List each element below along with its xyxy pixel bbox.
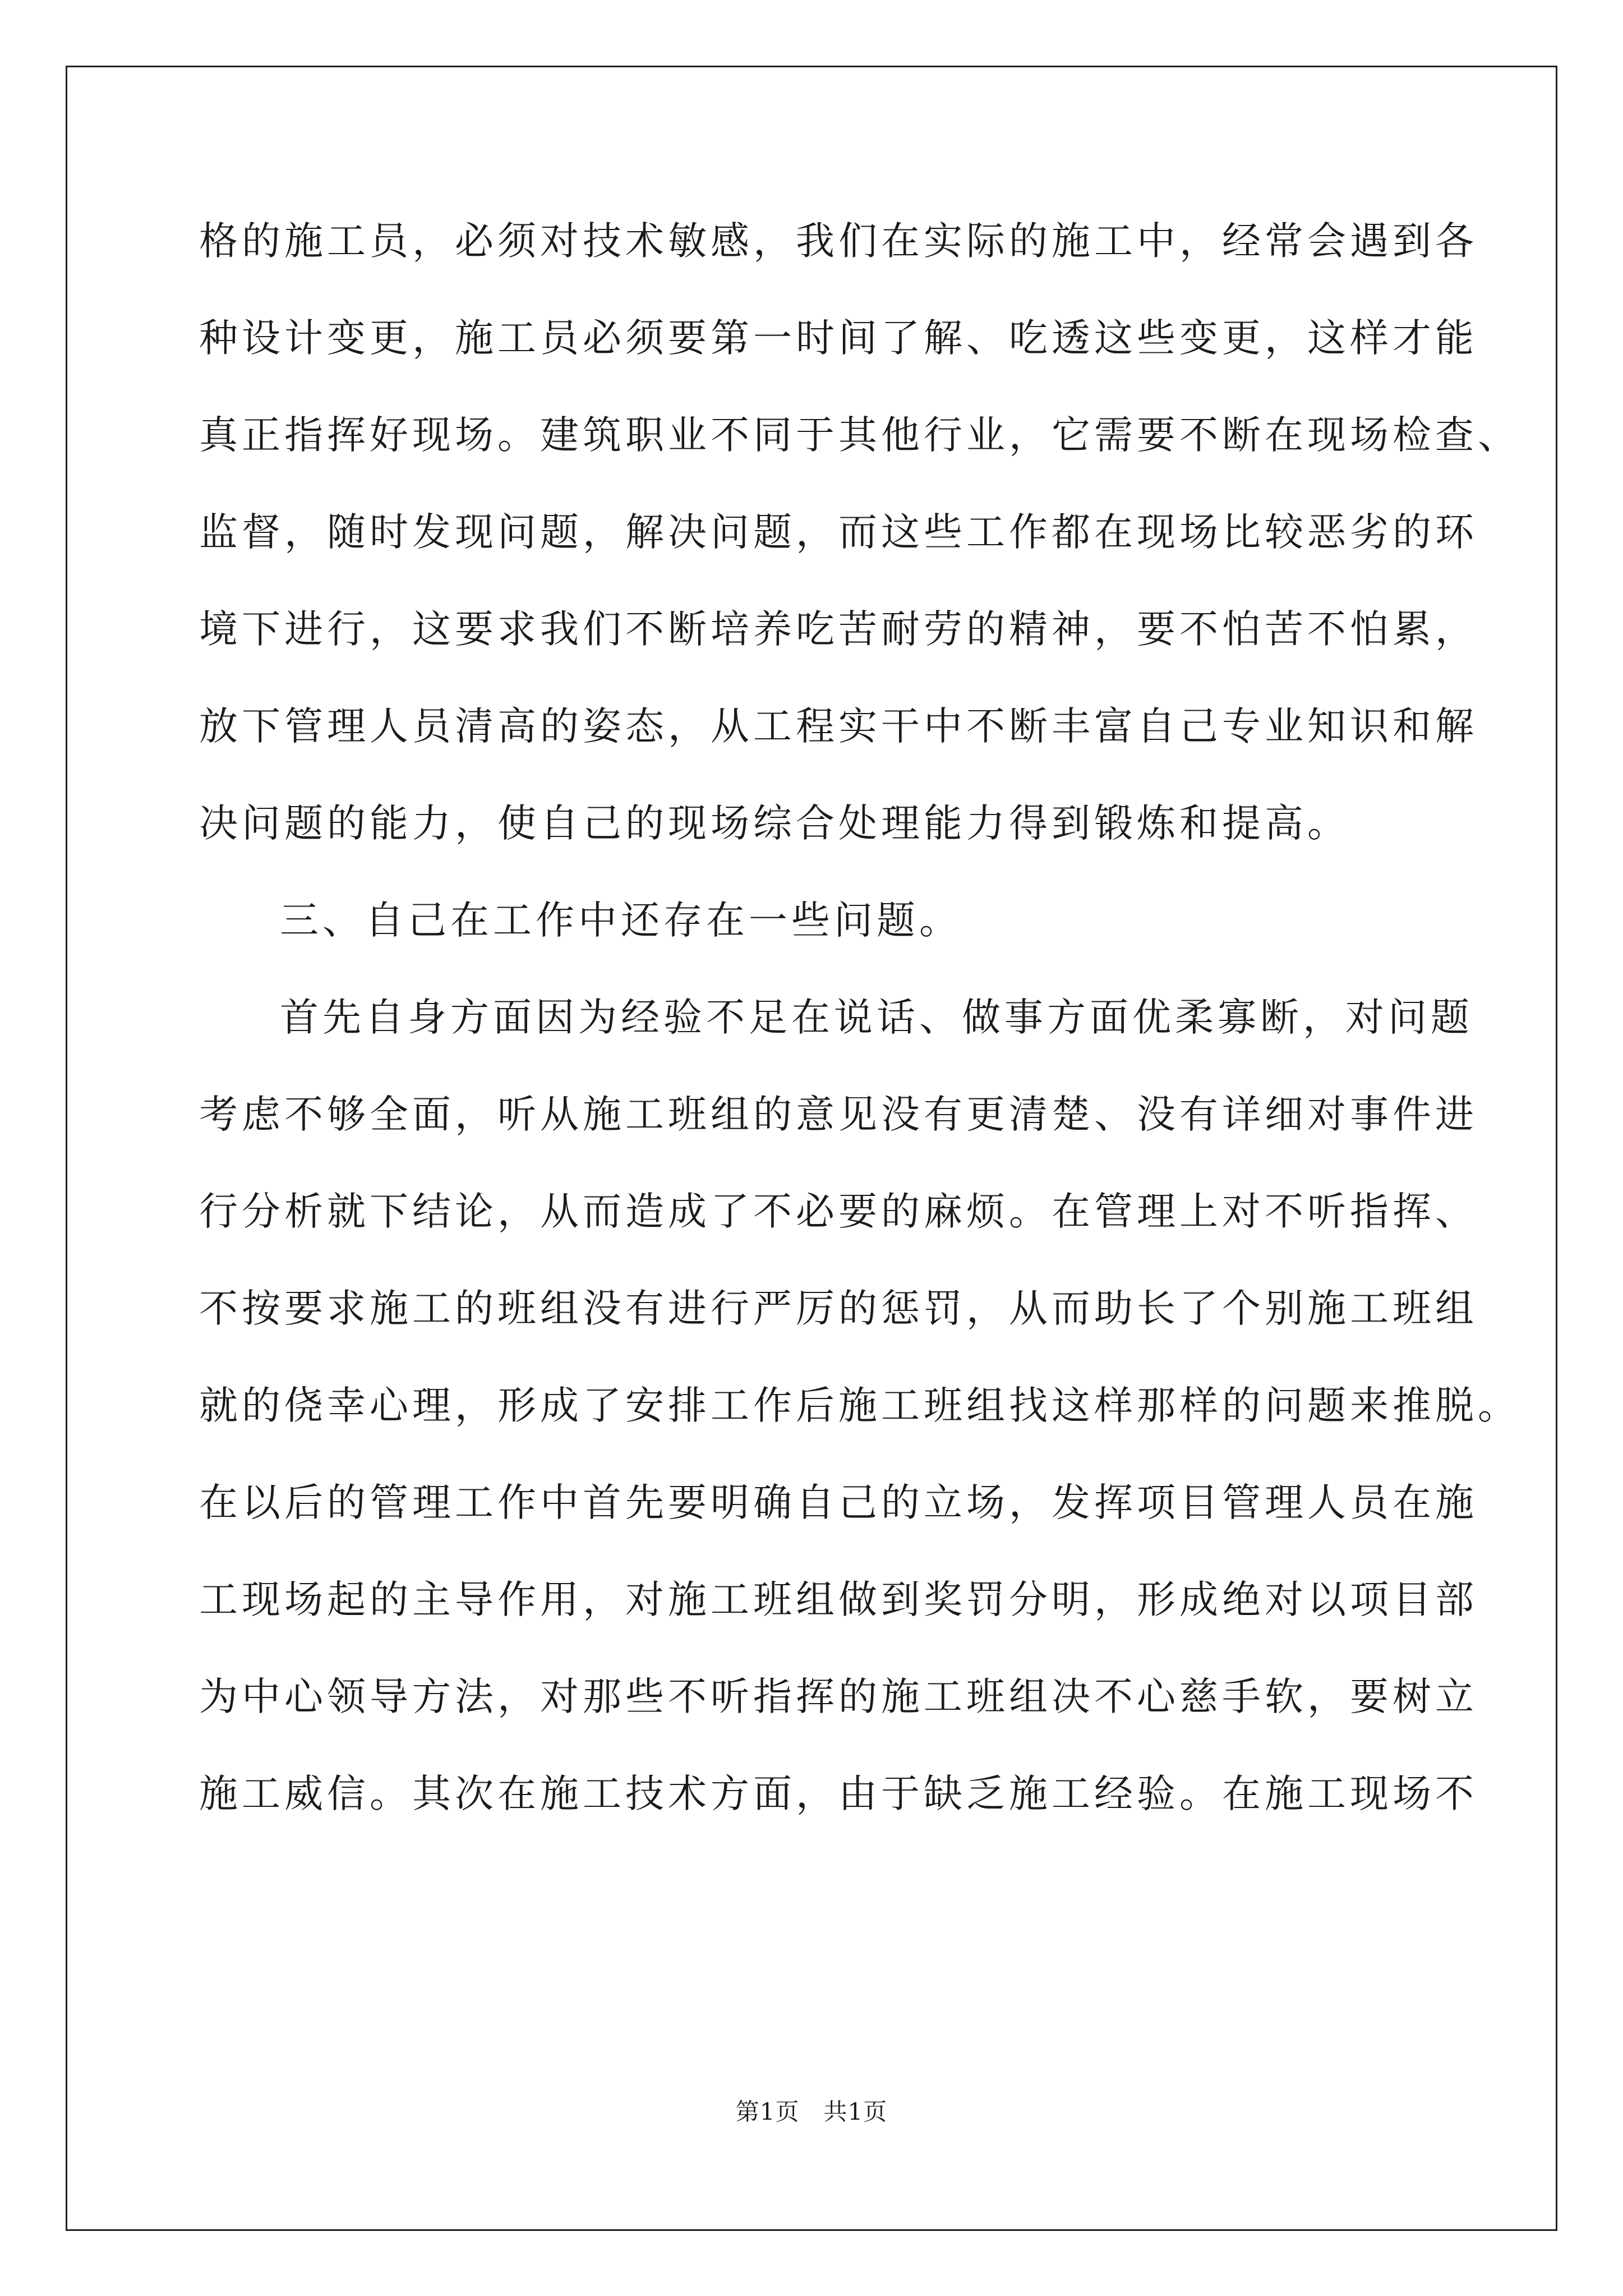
text-line: 真正指挥好现场。建筑职业不同于其他行业，它需要不断在现场检查、 [199,413,1520,458]
text-line: 在以后的管理工作中首先要明确自己的立场，发挥项目管理人员在施 [199,1480,1478,1525]
text-line: 境下进行，这要求我们不断培养吃苦耐劳的精神，要不怕苦不怕累， [199,607,1478,652]
text-line: 就的侥幸心理，形成了安排工作后施工班组找这样那样的问题来推脱。 [199,1383,1520,1428]
section-heading: 三、自己在工作中还存在一些问题。 [280,898,962,943]
page-number-footer: 第1页 共1页 [735,2098,888,2125]
text-line: 施工威信。其次在施工技术方面，由于缺乏施工经验。在施工现场不 [199,1772,1478,1816]
text-line: 决问题的能力，使自己的现场综合处理能力得到锻炼和提高。 [199,801,1350,846]
document-body [199,213,1520,1863]
text-line: 考虑不够全面，听从施工班组的意见没有更清楚、没有详细对事件进 [199,1092,1478,1137]
text-line: 工现场起的主导作用，对施工班组做到奖罚分明，形成绝对以项目部 [199,1577,1478,1622]
text-line: 监督，随时发现问题，解决问题，而这些工作都在现场比较恶劣的环 [199,510,1478,555]
text-line: 种设计变更，施工员必须要第一时间了解、吃透这些变更，这样才能 [199,316,1478,361]
text-line: 格的施工员，必须对技术敏感，我们在实际的施工中，经常会遇到各 [199,219,1478,264]
text-line: 为中心领导方法，对那些不听指挥的施工班组决不心慈手软，要树立 [199,1674,1478,1719]
text-line: 首先自身方面因为经验不足在说话、做事方面优柔寡断，对问题 [280,995,1473,1040]
text-line: 不按要求施工的班组没有进行严厉的惩罚，从而助长了个别施工班组 [199,1286,1478,1331]
text-line: 行分析就下结论，从而造成了不必要的麻烦。在管理上对不听指挥、 [199,1189,1478,1234]
text-line: 放下管理人员清高的姿态，从工程实干中不断丰富自己专业知识和解 [199,704,1478,749]
